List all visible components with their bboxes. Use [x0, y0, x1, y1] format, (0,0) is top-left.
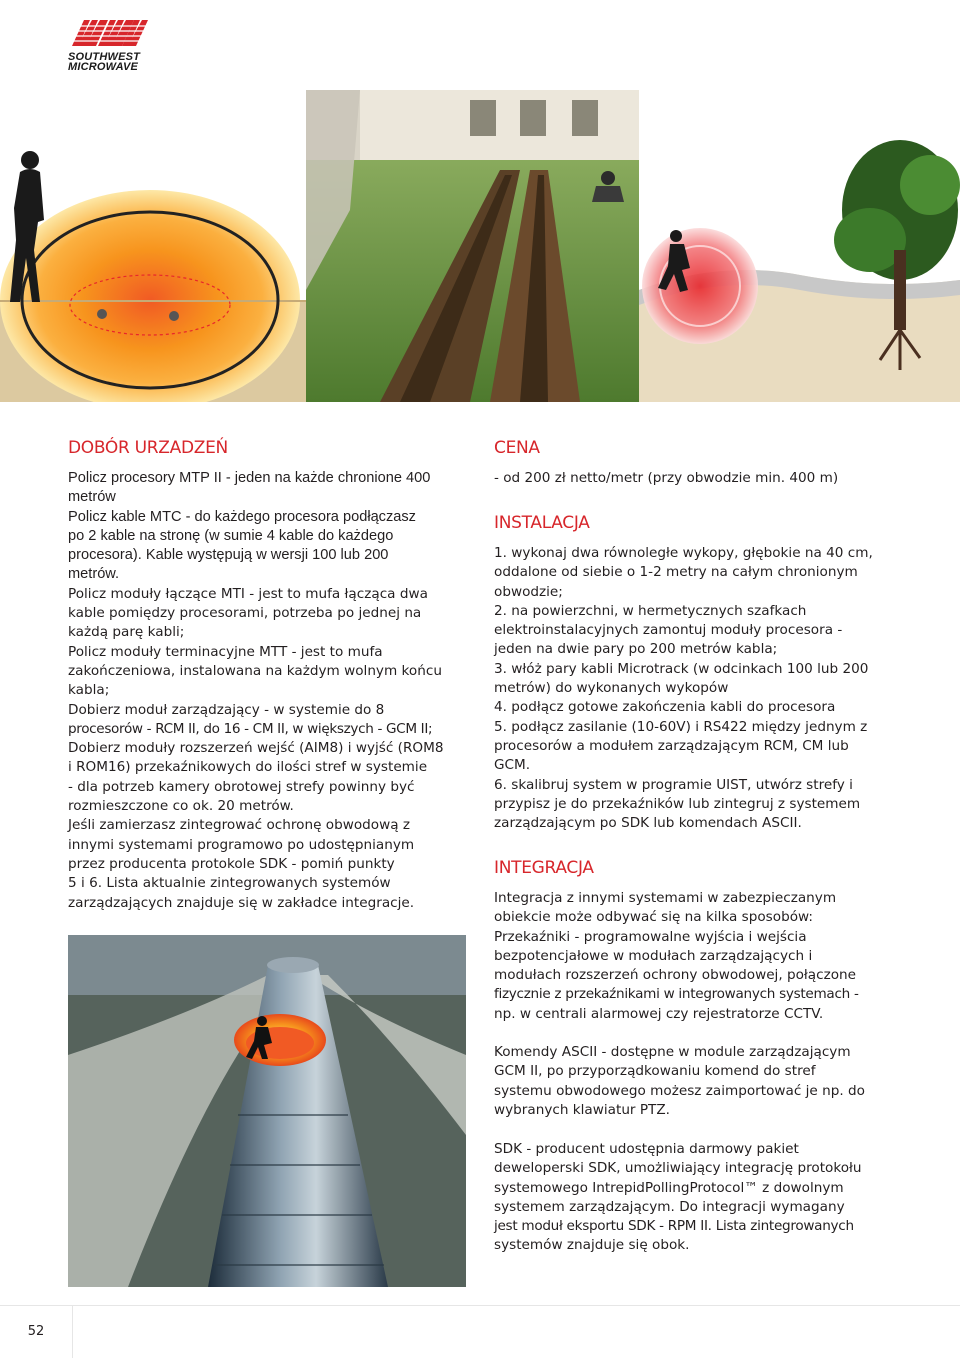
tunnel-photo — [68, 935, 466, 1287]
cena-line: - od 200 zł netto/metr (przy obwodzie min. 400 m) — [494, 470, 839, 486]
integracja-line: np. w centrali alarmowej czy rejestratorze CCTV. — [494, 1005, 824, 1022]
instalacja-line: jeden na dwie pary po 200 metrów kabla; — [494, 641, 778, 658]
integracja-paragraph-ascii — [494, 1043, 865, 1120]
instalacja-line: 6. skalibruj system w programie UIST, utwórz strefy i — [494, 776, 853, 793]
integracja-title: INTEGRACJA — [494, 858, 594, 878]
detection-field-banner — [0, 90, 960, 402]
instalacja-line: 4. podłącz gotowe zakończenia kabli do procesora — [494, 699, 836, 716]
dobor-line: metrów. — [68, 566, 120, 583]
dobor-line: procesorów - RCM II, do 16 - CM II, w większych - GCM II; — [68, 720, 433, 737]
instalacja-line: elektroinstalacyjnych zamontuj moduły procesora - — [494, 622, 843, 639]
integracja-line: Integracja z innymi systemami w zabezpieczanym — [494, 890, 837, 906]
dobor-line: Jeśli zamierzasz zintegrować ochronę obwodową z — [68, 817, 411, 834]
integracja-line: systemów znajduje się obok. — [494, 1237, 690, 1254]
dobor-line: - dla potrzeb kamery obrotowej strefy powinny być — [68, 778, 415, 795]
integracja-line: systemu obwodowego możesz zaimportować je np. do — [494, 1082, 865, 1099]
instalacja-line: procesorów a modułem zarządzającym RCM, CM lub — [494, 737, 849, 754]
dobor-line: kabla; — [68, 682, 110, 699]
integracja-line: fizycznie z przekaźnikami w integrowanych systemach - — [494, 986, 859, 1003]
dobor-line: Policz moduły terminacyjne MTT - jest to mufa — [68, 643, 383, 660]
integracja-paragraph-sdk — [494, 1140, 862, 1256]
cena-title: CENA — [494, 438, 540, 458]
integracja-paragraph-relays — [494, 889, 859, 1024]
dobor-line: Policz moduły łączące MTI - jest to mufa łącząca dwa — [68, 585, 428, 602]
integracja-line: deweloperski SDK, umożliwiający integrację protokołu — [494, 1160, 862, 1177]
integracja-line: GCM II, po przyporządkowaniu komend do stref — [494, 1063, 816, 1080]
dobor-title: DOBÓR URZADZEŃ — [68, 438, 228, 458]
integracja-line: wybranych klawiatur PTZ. — [494, 1101, 670, 1118]
instalacja-title: INSTALACJA — [494, 513, 590, 533]
instalacja-line: 3. włóż pary kabli Microtrack (w odcinkach 100 lub 200 — [494, 660, 869, 677]
instalacja-line: 2. na powierzchni, w hermetycznych szafkach — [494, 602, 807, 619]
dobor-line: rozmieszczone co ok. 20 metrów. — [68, 798, 294, 815]
integracja-line: Przekaźniki - programowalne wyjścia i wejścia — [494, 928, 807, 945]
brand-line-2: MICROWAVE — [68, 61, 139, 73]
dobor-line: Policz kable MTC - do każdego procesora podłączasz — [68, 508, 416, 525]
dobor-paragraph — [68, 469, 443, 913]
dobor-line: procesora). Kable występują w wersji 100 lub 200 — [68, 547, 389, 564]
integracja-line: modułach rozszerzeń ochrony obwodowej, połączone — [494, 967, 857, 984]
dobor-line: metrów — [68, 489, 116, 506]
instalacja-paragraph — [494, 544, 873, 833]
dobor-line: zarządzających znajduje się w zakładce integracje. — [68, 894, 415, 911]
page-number: 52 — [0, 1305, 73, 1358]
dobor-line: zakończeniowa, instalowana na każdym wolnym końcu — [68, 662, 442, 679]
instalacja-line: 1. wykonaj dwa równoległe wykopy, głębokie na 40 cm, — [494, 545, 873, 561]
dobor-line: 5 i 6. Lista aktualnie zintegrowanych systemów — [68, 875, 391, 892]
dobor-line: Policz procesory MTP II - jeden na każde chronione 400 — [68, 470, 431, 486]
brand-line-1: SOUTHWEST — [68, 51, 141, 63]
integracja-line: Komendy ASCII - dostępne w module zarządzającym — [494, 1044, 851, 1060]
dobor-line: kable pomiędzy procesorami, potrzeba po jednej na — [68, 605, 422, 622]
cena-paragraph — [494, 469, 838, 488]
integracja-line: systemem zarządzającym. Do integracji wymagany — [494, 1198, 845, 1215]
dobor-line: przez producenta protokole SDK - pomiń punkty — [68, 855, 395, 872]
instalacja-line: zarządzającym po SDK lub komendach ASCII. — [494, 815, 802, 832]
integracja-line: obiekcie może odbywać się na kilka sposobów: — [494, 909, 813, 926]
integracja-line: jest moduł eksportu SDK - RPM II. Lista zintegrowanych — [494, 1218, 854, 1235]
instalacja-line: oddalone od siebie o 1-2 metry na całym chronionym — [494, 564, 858, 581]
dobor-line: innymi systemami programowo po udostępnianym — [68, 836, 415, 853]
dobor-line: Dobierz moduły rozszerzeń wejść (AIM8) i wyjść (ROM8 — [68, 740, 444, 757]
dobor-line: i ROM16) przekaźnikowych do ilości stref w systemie — [68, 759, 428, 776]
terrain-illustration — [639, 90, 960, 402]
detection-field-illustration — [0, 90, 306, 402]
footer-divider — [0, 1305, 960, 1306]
integracja-line: systemowego IntrepidPollingProtocol™ z dowolnym — [494, 1179, 844, 1196]
instalacja-line: metrów) do wykonanych wykopów — [494, 680, 729, 697]
instalacja-line: 5. podłącz zasilanie (10-60V) i RS422 między jednym z — [494, 718, 868, 735]
trench-photo — [306, 90, 639, 402]
dobor-line: po 2 kable na stronę (w sumie 4 kable do każdego — [68, 527, 394, 544]
integracja-line: SDK - producent udostępnia darmowy pakiet — [494, 1141, 799, 1157]
instalacja-line: obwodzie; — [494, 583, 563, 600]
integracja-line: bezpotencjałowe w modułach zarządzających i — [494, 947, 813, 964]
instalacja-line: GCM. — [494, 757, 531, 774]
dobor-line: każdą parę kabli; — [68, 624, 185, 641]
instalacja-line: przypisz je do przekaźników lub zintegruj z systemem — [494, 795, 861, 812]
dobor-line: Dobierz moduł zarządzający - w systemie do 8 — [68, 701, 385, 718]
